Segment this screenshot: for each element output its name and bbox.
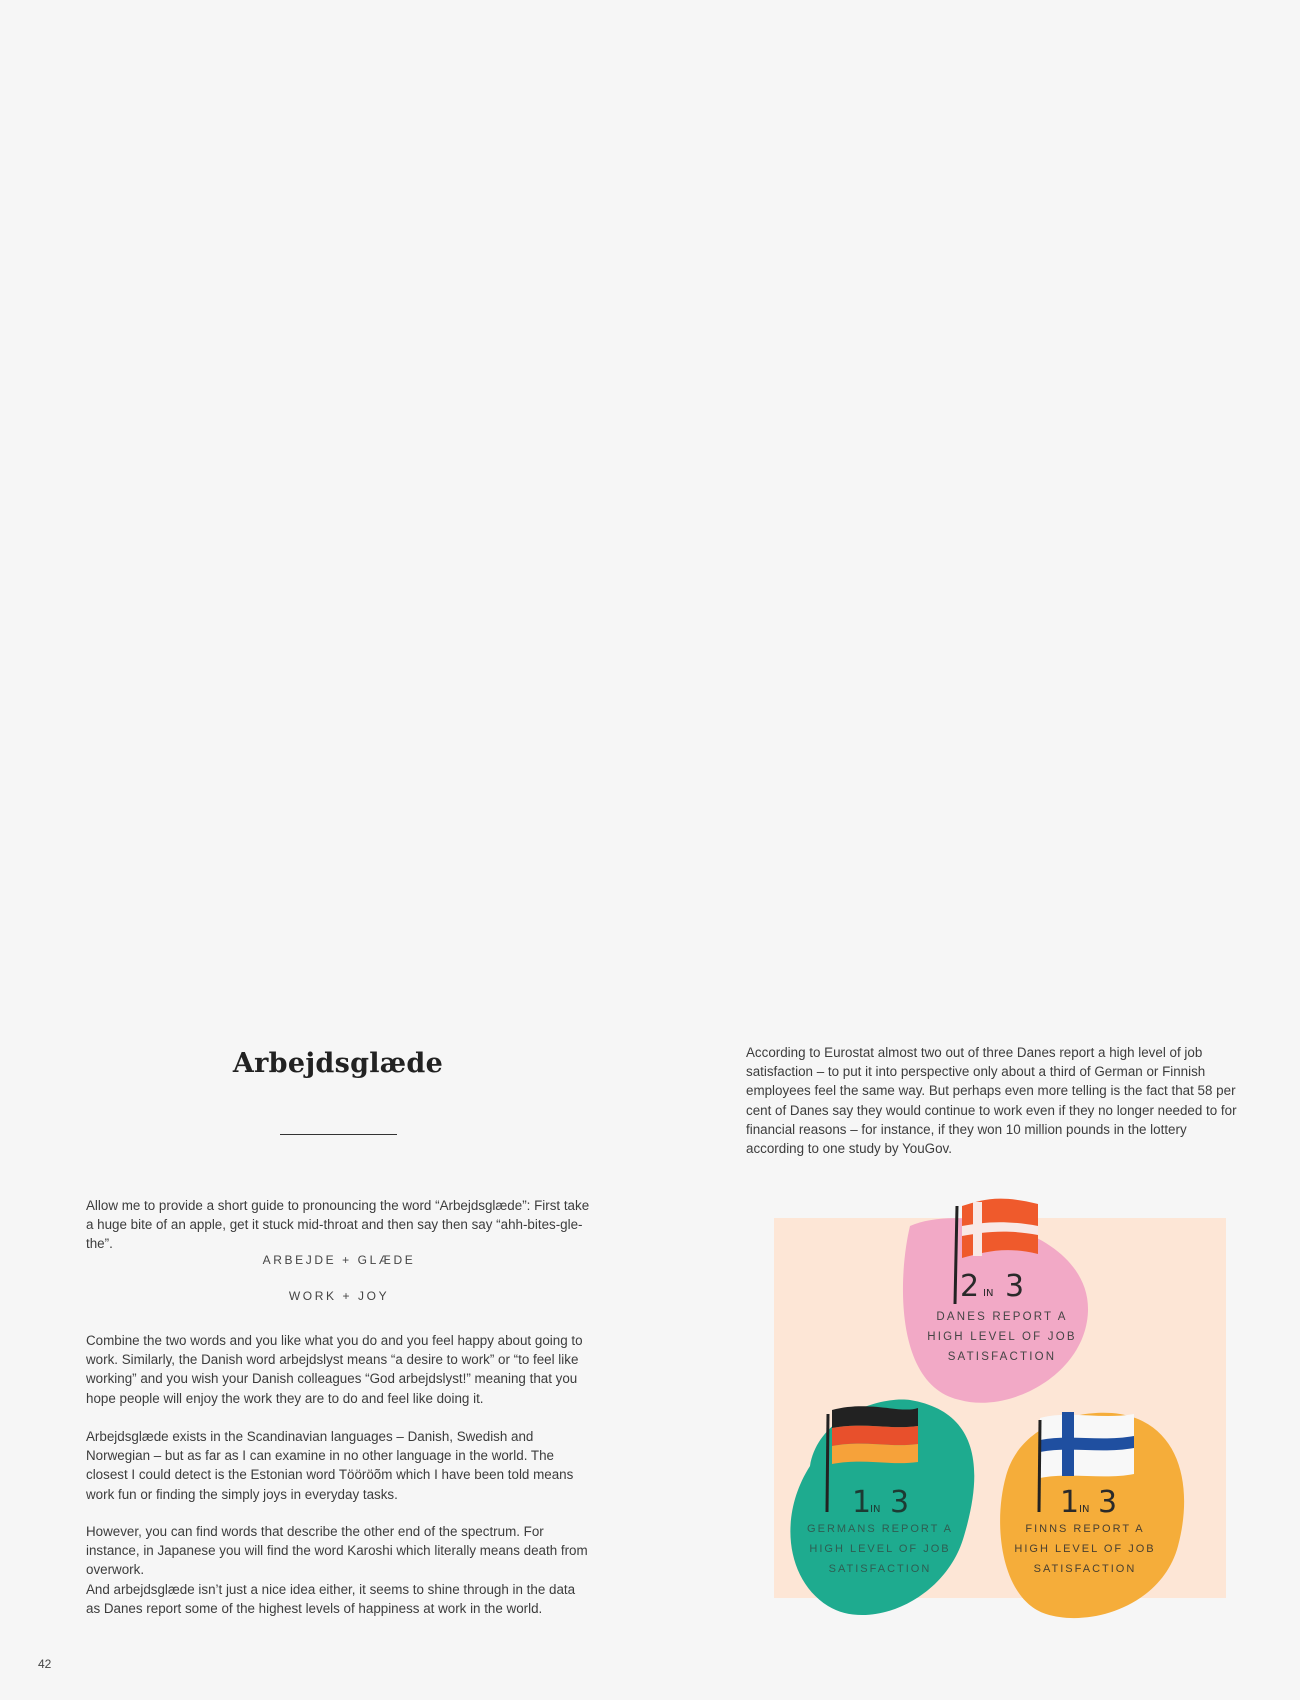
right-paragraph	[746, 1043, 1246, 1158]
right-paragraph-text: According to Eurostat almost two out of three Danes report a high level of job satisfaction – to put it into perspective only about a third of German or Finnish employees feel the same way. But perhaps even more telling is the fact that 58 per cent of Danes say they would continue to work even if they no longer needed to for financial reasons – for instance, if they won 10 million pounds in the lottery according to one study by YouGov.	[746, 1045, 1237, 1157]
etymology-english: WORK + JOY	[288, 1289, 390, 1303]
finns-line-2: HIGH LEVEL OF JOB	[1014, 1543, 1156, 1555]
paragraph-4-text: And arbejdsglæde isn’t just a nice idea either, it seems to shine through in the data as Danes report some of the highest levels of happiness at work in the world.	[86, 1582, 576, 1617]
danes-line-3: SATISFACTION	[947, 1351, 1057, 1363]
finns-line-3: SATISFACTION	[1033, 1563, 1137, 1575]
paragraph-1-text: Combine the two words and you like what you do and you feel happy about going to work. Similarly, the Danish word arbejdslyst means “a desire to work” or “to feel like working” and you wish your Danish colleagues “God arbejdslyst!” meaning that you hope people will enjoy the work they are to do and feel like doing it.	[86, 1333, 583, 1406]
finns-joiner: IN	[1079, 1504, 1090, 1515]
paragraph-3-text: However, you can find words that describe the other end of the spectrum. For instance, in Japanese you will find the word Karoshi which literally means death from overwork.	[86, 1524, 588, 1578]
finns-line-1: FINNS REPORT A	[1025, 1523, 1145, 1535]
paragraph-4	[86, 1580, 592, 1618]
danes-joiner: IN	[983, 1288, 994, 1299]
paragraph-1	[86, 1331, 592, 1408]
intro-text: Allow me to provide a short guide to pronouncing the word “Arbejdsglæde”: First take a huge bite of an apple, get it stuck mid-throat and then say then say “ahh-bites-gle-the”.	[86, 1198, 590, 1252]
germans-line-1: GERMANS REPORT A	[807, 1523, 953, 1535]
danes-line-1: DANES REPORT A	[936, 1311, 1068, 1323]
paragraph-3	[86, 1522, 592, 1580]
danes-count: 2	[960, 1269, 980, 1304]
finns-count: 1	[1060, 1485, 1080, 1520]
finns-total: 3	[1098, 1485, 1118, 1520]
paragraph-2-text: Arbejdsglæde exists in the Scandinavian languages – Danish, Swedish and Norwegian – but as far as I can examine in no other language in the world. The closest I could detect is the Estonian word Tööröõm which I have been told means work fun or finding the simply joys in everyday tasks.	[86, 1429, 574, 1502]
intro-paragraph	[86, 1196, 592, 1254]
germans-joiner: IN	[870, 1504, 881, 1515]
germans-line-2: HIGH LEVEL OF JOB	[809, 1543, 951, 1555]
danes-line-2: HIGH LEVEL OF JOB	[927, 1331, 1077, 1343]
germans-count: 1	[852, 1485, 872, 1520]
danes-total: 3	[1005, 1269, 1025, 1304]
germans-line-3: SATISFACTION	[828, 1563, 932, 1575]
etymology-danish: ARBEJDE + GLÆDE	[262, 1253, 416, 1267]
page-number: 42	[38, 1657, 52, 1671]
job-satisfaction-illustration	[770, 1196, 1230, 1636]
paragraph-2	[86, 1427, 592, 1504]
page-title: Arbejdsglæde	[232, 1048, 444, 1079]
germans-total: 3	[890, 1485, 910, 1520]
title-divider	[280, 1134, 397, 1135]
